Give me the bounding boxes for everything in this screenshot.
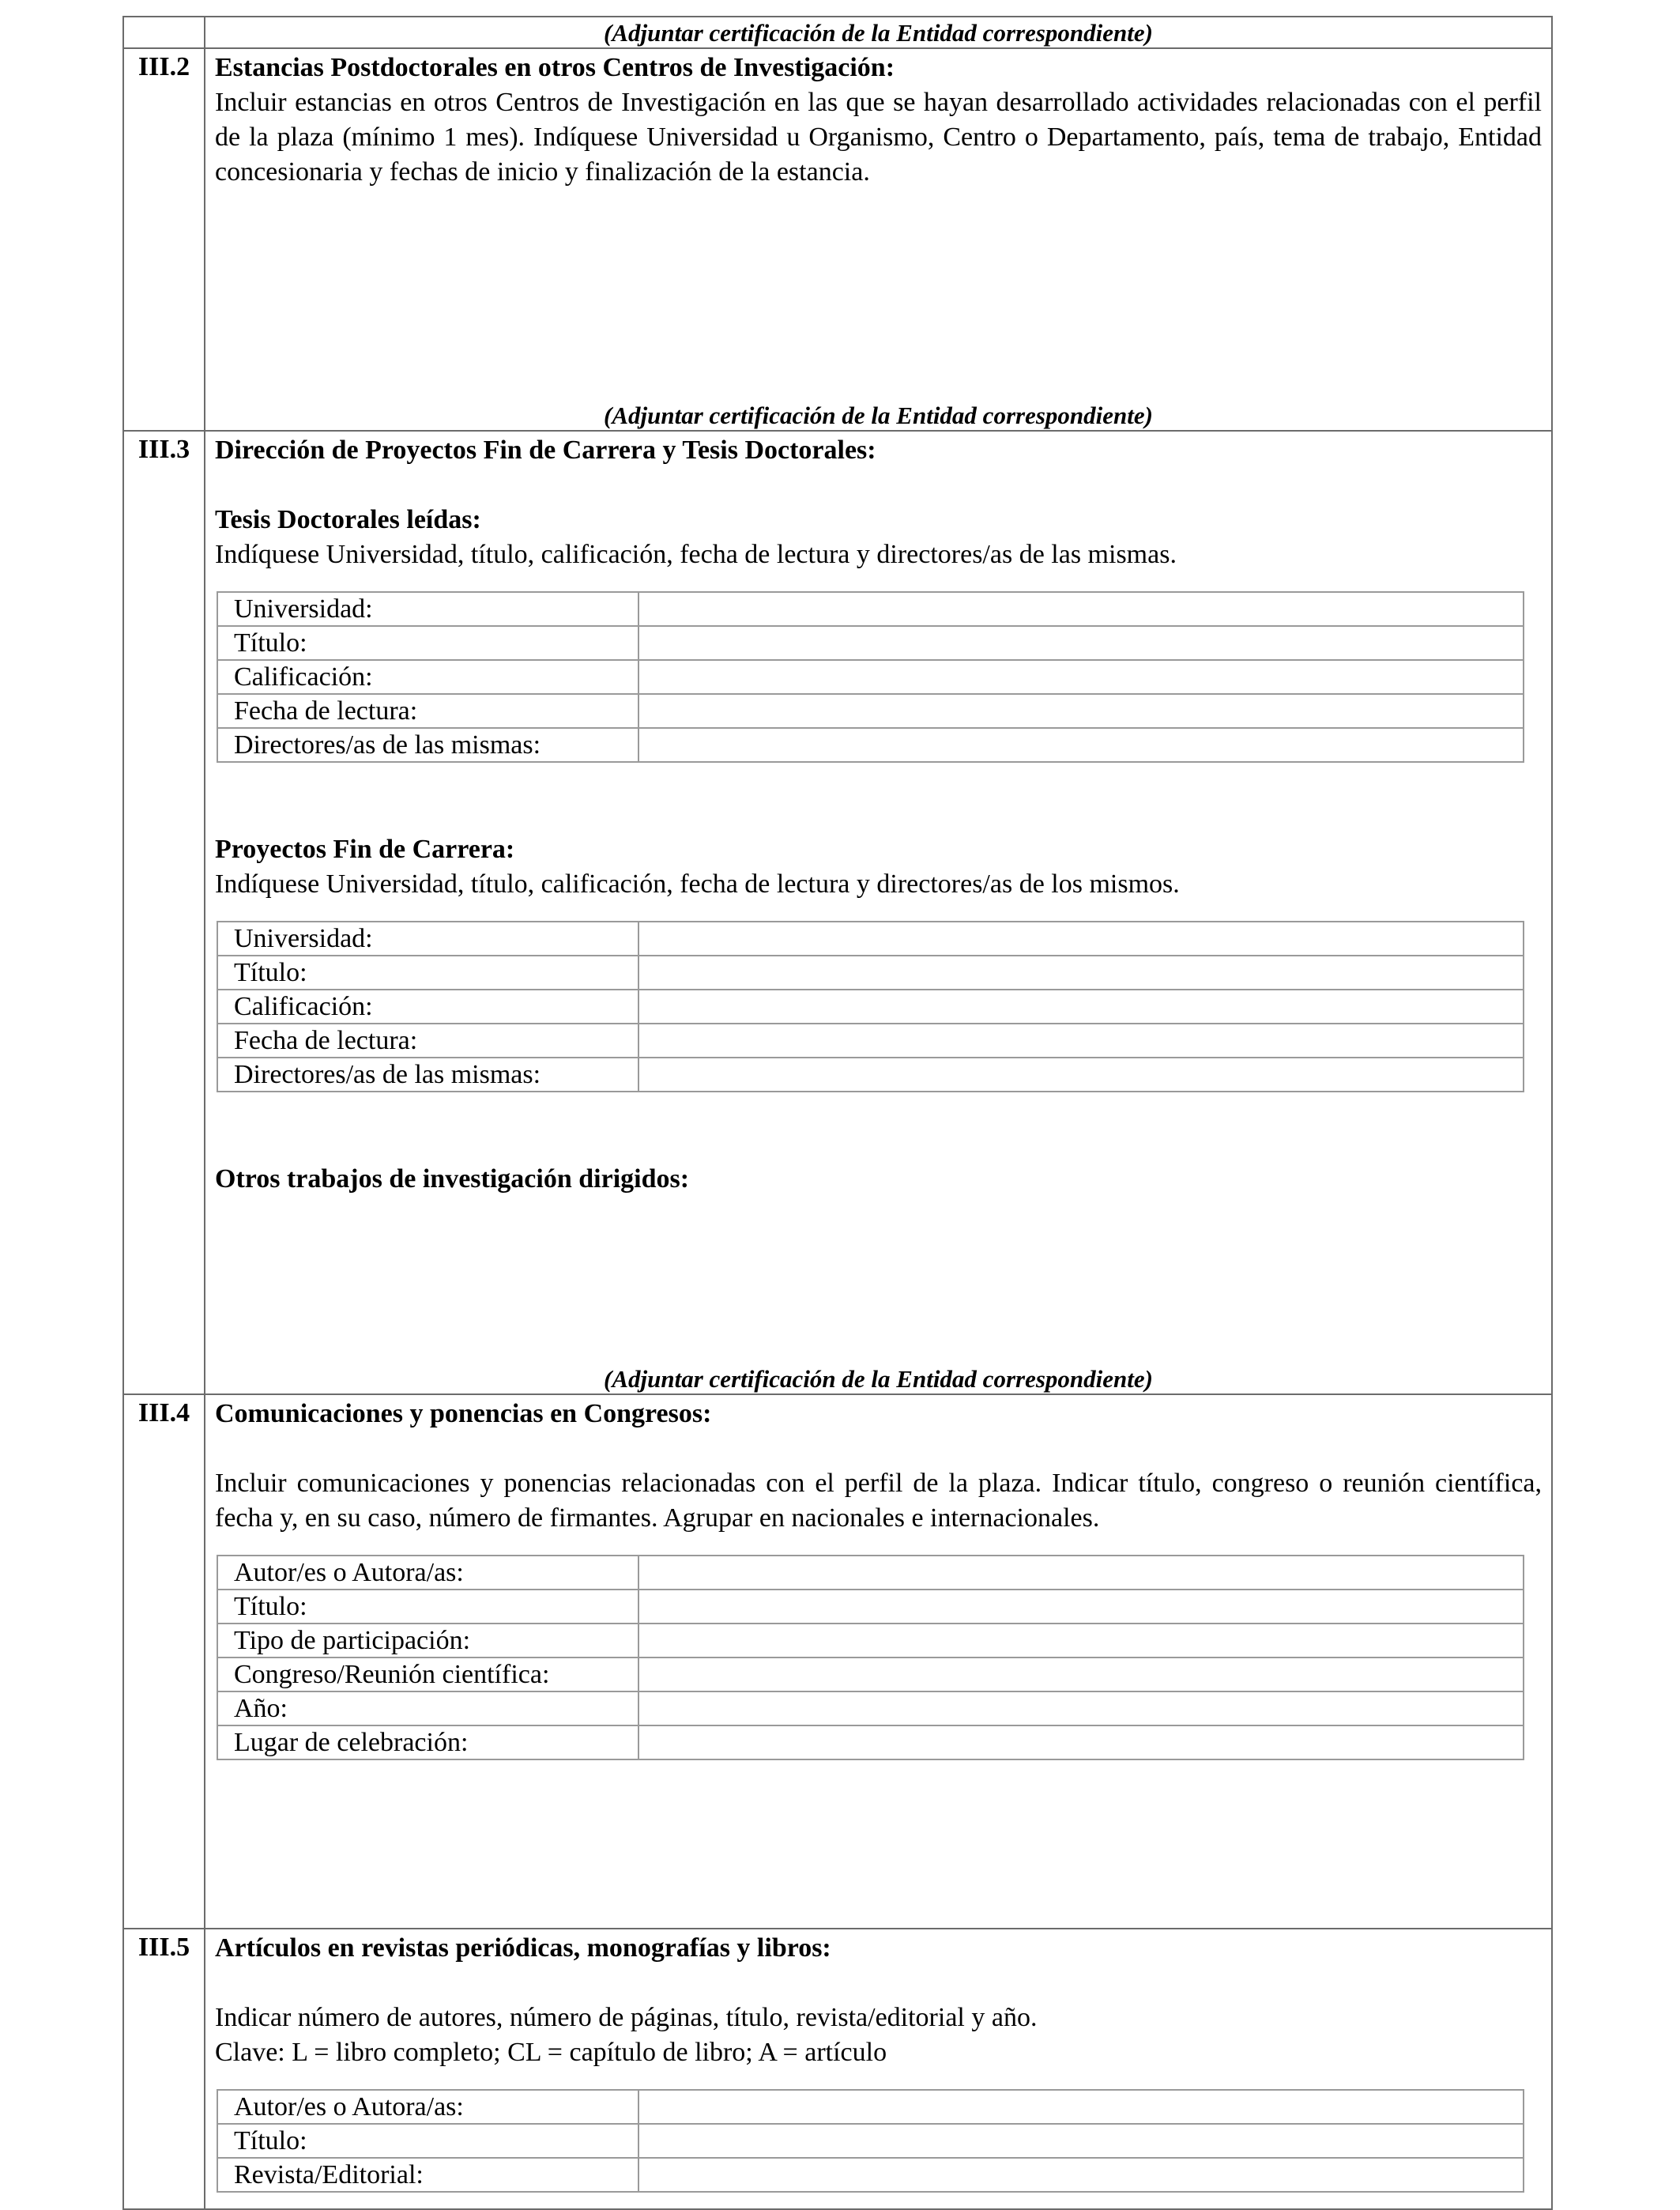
section-content (205, 48, 1552, 431)
field-label: Directores/as de las mismas: (217, 1058, 638, 1092)
continuation-cell (205, 17, 1552, 48)
field-value[interactable] (638, 1725, 1524, 1759)
proyectos-fields-table (217, 921, 1524, 1092)
field-label: Título: (217, 2124, 638, 2158)
table-row (217, 1590, 1524, 1624)
table-row (217, 1725, 1524, 1759)
field-value[interactable] (638, 1058, 1524, 1092)
subsection-description: Indíquese Universidad, título, calificación, fecha de lectura y directores/as de los mismos. (215, 869, 1180, 899)
table-row (217, 1024, 1524, 1058)
field-label: Directores/as de las mismas: (217, 728, 638, 762)
continuation-number-cell (123, 17, 205, 48)
tesis-fields-table (217, 591, 1524, 763)
table-row (217, 2124, 1524, 2158)
field-label: Año: (217, 1691, 638, 1725)
subsection-title: Tesis Doctorales leídas: (215, 505, 481, 534)
form-table (122, 16, 1553, 2210)
field-value[interactable] (638, 1624, 1524, 1658)
congresos-fields-table (217, 1555, 1524, 1760)
field-label: Fecha de lectura: (217, 1024, 638, 1058)
field-value[interactable] (638, 1590, 1524, 1624)
field-value[interactable] (638, 626, 1524, 660)
subsection-title: Proyectos Fin de Carrera: (215, 835, 515, 864)
field-value[interactable] (638, 1658, 1524, 1691)
section-content (205, 431, 1552, 1394)
section-number: III.3 (123, 431, 205, 1394)
field-label: Título: (217, 626, 638, 660)
articulos-fields-table (217, 2089, 1524, 2193)
field-label: Universidad: (217, 922, 638, 956)
field-label: Calificación: (217, 660, 638, 694)
field-label: Título: (217, 956, 638, 990)
table-row (217, 728, 1524, 762)
section-number: III.2 (123, 48, 205, 431)
field-value[interactable] (638, 956, 1524, 990)
field-label: Congreso/Reunión científica: (217, 1658, 638, 1691)
field-value[interactable] (638, 592, 1524, 626)
subsection-description: Indíquese Universidad, título, calificación, fecha de lectura y directores/as de las mismas. (215, 540, 1177, 569)
field-label: Tipo de participación: (217, 1624, 638, 1658)
field-value[interactable] (638, 2090, 1524, 2124)
subsection-title: Otros trabajos de investigación dirigidos: (215, 1164, 690, 1194)
certification-note: (Adjuntar certificación de la Entidad correspondiente) (604, 402, 1153, 429)
section-description: Incluir estancias en otros Centros de Investigación en las que se hayan desarrollado actividades relacionadas con el perfil de la plaza (mínimo 1 mes). Indíquese Universidad u Organismo, Centro o Departamento, país, tema de trabajo, Entidad concesionaria y fechas de inicio y finalización de la estancia. (215, 88, 1542, 187)
table-row (217, 2090, 1524, 2124)
section-description: Incluir comunicaciones y ponencias relacionadas con el perfil de la plaza. Indicar título, congreso o reunión científica, fecha y, en su caso, número de firmantes. Agrupar en nacionales e internacionales. (215, 1469, 1542, 1533)
section-iii5 (123, 1929, 1552, 2209)
field-value[interactable] (638, 922, 1524, 956)
field-label: Universidad: (217, 592, 638, 626)
section-iii3 (123, 431, 1552, 1394)
field-label: Revista/Editorial: (217, 2158, 638, 2192)
field-value[interactable] (638, 728, 1524, 762)
section-title: Estancias Postdoctorales en otros Centros de Investigación: (215, 53, 895, 82)
table-row (217, 592, 1524, 626)
field-label: Autor/es o Autora/as: (217, 1556, 638, 1590)
section-title: Artículos en revistas periódicas, monografías y libros: (215, 1933, 831, 1963)
field-value[interactable] (638, 2124, 1524, 2158)
section-description: Indicar número de autores, número de páginas, título, revista/editorial y año. (215, 2003, 1038, 2032)
certification-note: (Adjuntar certificación de la Entidad correspondiente) (604, 19, 1153, 47)
field-value[interactable] (638, 694, 1524, 728)
field-value[interactable] (638, 1556, 1524, 1590)
section-iii2 (123, 48, 1552, 431)
section-title: Comunicaciones y ponencias en Congresos: (215, 1399, 712, 1428)
section-number: III.5 (123, 1929, 205, 2209)
field-value[interactable] (638, 2158, 1524, 2192)
field-label: Título: (217, 1590, 638, 1624)
certification-note: (Adjuntar certificación de la Entidad correspondiente) (604, 1365, 1153, 1393)
field-value[interactable] (638, 1691, 1524, 1725)
field-value[interactable] (638, 1024, 1524, 1058)
table-row (217, 922, 1524, 956)
section-number: III.4 (123, 1394, 205, 1929)
table-row (217, 1058, 1524, 1092)
table-row (217, 1624, 1524, 1658)
table-row (217, 1556, 1524, 1590)
continuation-row (123, 17, 1552, 48)
field-label: Lugar de celebración: (217, 1725, 638, 1759)
table-row (217, 2158, 1524, 2192)
field-value[interactable] (638, 660, 1524, 694)
section-iii4 (123, 1394, 1552, 1929)
field-label: Calificación: (217, 990, 638, 1024)
field-label: Autor/es o Autora/as: (217, 2090, 638, 2124)
table-row (217, 660, 1524, 694)
field-value[interactable] (638, 990, 1524, 1024)
table-row (217, 956, 1524, 990)
table-row (217, 1691, 1524, 1725)
field-label: Fecha de lectura: (217, 694, 638, 728)
table-row (217, 1658, 1524, 1691)
table-row (217, 694, 1524, 728)
table-row (217, 626, 1524, 660)
table-row (217, 990, 1524, 1024)
section-content (205, 1394, 1552, 1929)
section-content (205, 1929, 1552, 2209)
section-title: Dirección de Proyectos Fin de Carrera y Tesis Doctorales: (215, 436, 876, 465)
section-key: Clave: L = libro completo; CL = capítulo de libro; A = artículo (215, 2038, 887, 2067)
